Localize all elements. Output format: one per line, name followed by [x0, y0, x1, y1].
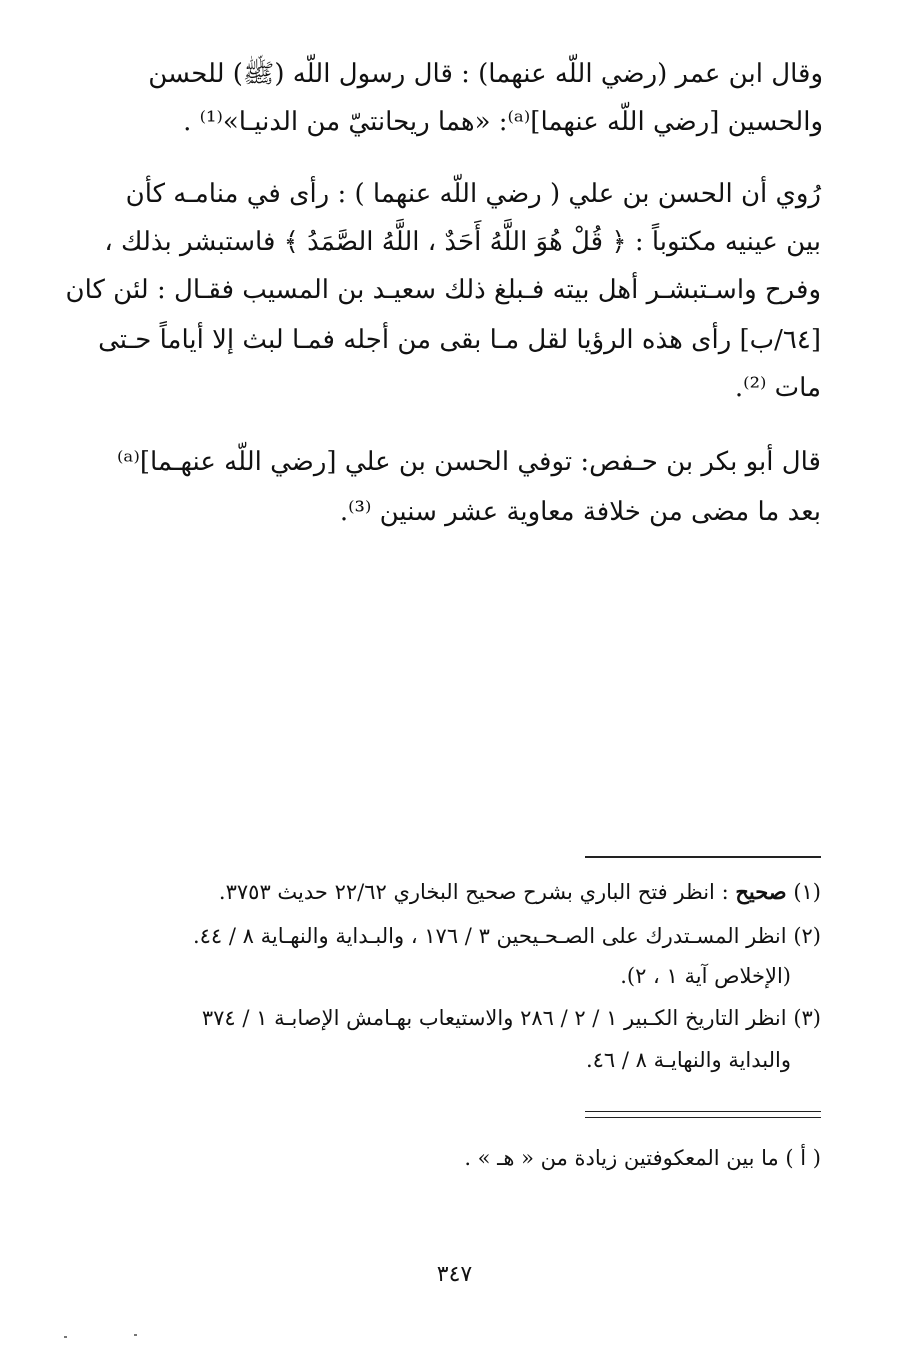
footnote-text: انظر التاريخ الكـبير ١ / ٢ / ٢٨٦ والاستيعاب بهـامش الإصابـة ١ / ٣٧٤ — [201, 1006, 787, 1030]
body-line: بين عينيه مكتوباً : ﴿ قُلْ هُوَ اللَّهُ أَحَدٌ ، اللَّهُ الصَّمَدُ ﴾ فاستبشر بذلك ، — [104, 227, 821, 257]
footnote-text: والبداية والنهايـة ٨ / ٤٦. — [585, 1048, 791, 1072]
footnote-3-continuation — [586, 1040, 791, 1080]
footnote-separator — [585, 856, 821, 858]
footnote-1 — [219, 872, 821, 912]
footnote-text: انظر المسـتدرك على الصـحـيحين ٣ / ١٧٦ ، والبـداية والنهـاية ٨ / ٤٤. — [192, 924, 787, 948]
footnote-2 — [193, 916, 821, 956]
footnote-number: (١) — [793, 880, 821, 904]
body-line: بعد ما مضى من خلافة معاوية عشر سنين ⁽³⁾. — [339, 497, 821, 527]
footnote-text: : انظر فتح الباري بشرح صحيح البخاري ٢٢/٦٢ حديث ٣٧٥٣. — [218, 880, 729, 904]
body-line: رُوي أن الحسن بن علي ( رضي اللّه عنهما ) : رأى في منامـه كأن — [125, 179, 821, 209]
variant-separator-top — [585, 1111, 821, 1112]
body-line: قال أبو بكر بن حـفص: توفي الحسن بن علي [رضي اللّه عنهـما]⁽ᵃ⁾ — [117, 447, 821, 477]
body-line: وقال ابن عمر (رضي اللّه عنهما) : قال رسول اللّه (ﷺ) للحسن — [148, 59, 823, 89]
footnote-2-continuation — [620, 956, 791, 996]
footnote-number: (٣) — [793, 1006, 821, 1030]
footnote-text: (الإخلاص آية ١ ، ٢). — [620, 964, 791, 988]
footnote-grade: صحيح — [735, 879, 787, 904]
body-line: [٦٤/ب] رأى هذه الرؤيا لقل مـا بقى من أجله فمـا لبث إلا أياماً حـتى — [98, 325, 821, 355]
footnote-number: (٢) — [793, 924, 821, 948]
body-line: مات ⁽²⁾. — [734, 373, 821, 403]
body-line: والحسين [رضي اللّه عنهما]⁽ᵃ⁾: «هما ريحانتيّ من الدنيـا»⁽¹⁾ . — [183, 107, 823, 137]
page-number: ٣٤٧ — [436, 1262, 473, 1287]
variant-note: ( أ ) ما بين المعكوفتين زيادة من « هـ » . — [464, 1146, 821, 1170]
variant-separator-bottom — [585, 1117, 821, 1118]
scan-speck — [64, 1336, 67, 1338]
body-line: وفرح واسـتبشـر أهل بيته فـبلغ ذلك سعيـد بن المسيب فقـال : لئن كان — [65, 275, 821, 305]
scan-speck — [134, 1334, 137, 1336]
footnote-3 — [202, 998, 821, 1038]
